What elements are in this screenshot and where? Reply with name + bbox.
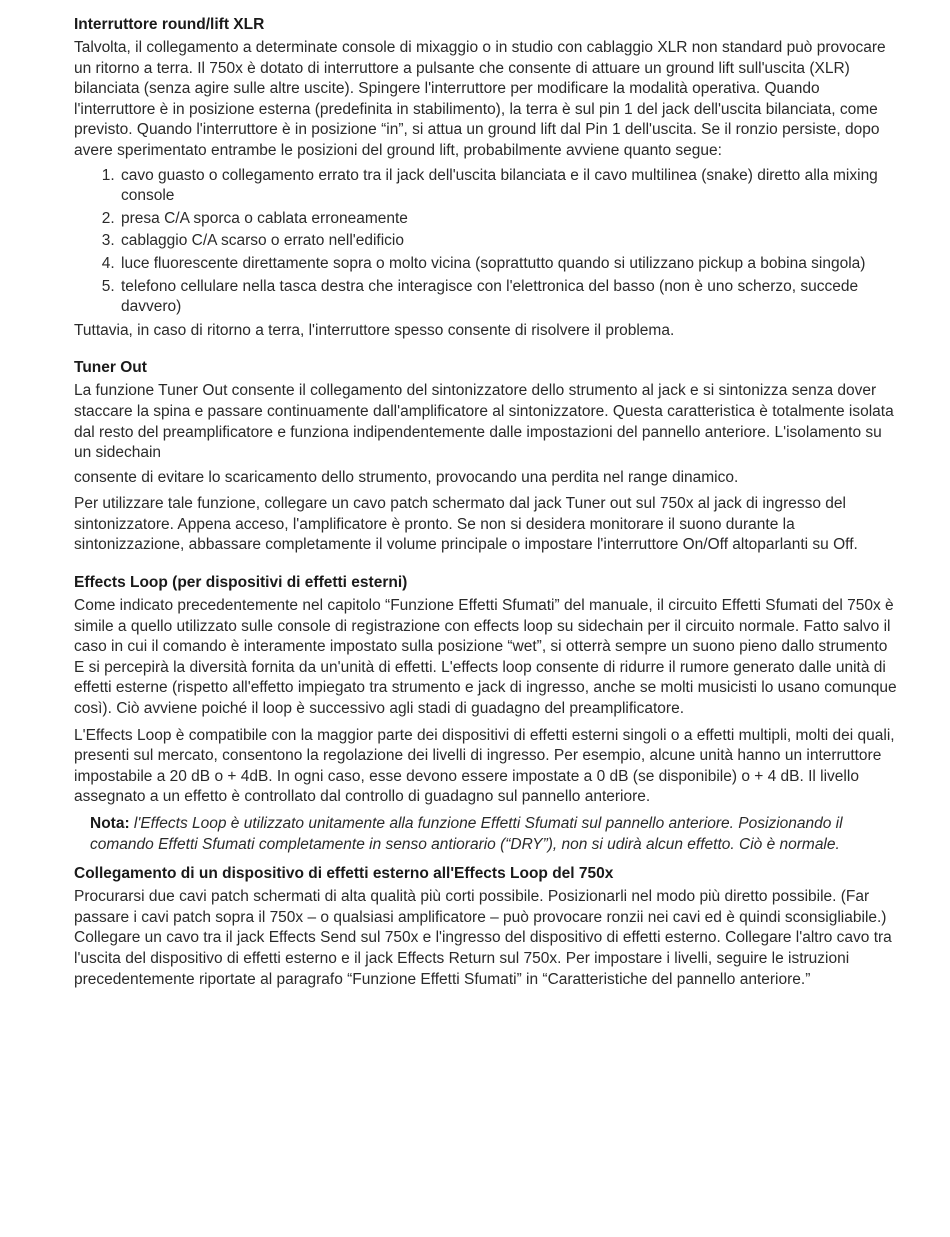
manual-page (74, 14, 900, 996)
section-paragraph: La funzione Tuner Out consente il collegamento del sintonizzatore dello strumento al jack e si sintonizza senza dover staccare la spina e passare continuamente dall'amplificatore al sintonizzatore. Questa caratteristica è totalmente isolata dal resto del preamplificatore e funziona indipendentemente dalle impostazioni del pannello anteriore. L'isolamento su un sidechain (74, 382, 894, 462)
section-xlr-ground-lift (74, 14, 900, 341)
section-heading: Interruttore round/lift XLR (74, 16, 265, 33)
causes-list (74, 166, 900, 318)
list-item: 2. presa C/A sporca o cablata erroneamente (119, 209, 900, 230)
section-paragraph: Procurarsi due cavi patch schermati di alta qualità più corti possibile. Posizionarli nel modo più diretto possibile. (Far passare i cavi patch sopra il 750x – o qualsiasi amplificatore – può provocare ronzii nei cavi ed è quindi sconsigliabile.) Collegare un cavo tra il jack Effects Send sul 750x e l'ingresso del dispositivo di effetti esterno. Collegare l'altro cavo tra l'uscita del dispositivo di effetti esterno e il jack Effects Return sul 750x. Per impostare i livelli, seguire le istruzioni precedentemente riportate al paragrafo “Funzione Effetti Sfumati” in “Caratteristiche del pannello anteriore.” (74, 888, 892, 988)
section-paragraph: L'Effects Loop è compatibile con la maggior parte dei dispositivi di effetti esterni singoli o a effetti multipli, molti dei quali, presenti sul mercato, consentono la regolazione dei livelli di ingresso. Per esempio, alcune unità hanno un interruttore impostabile a 20 dB o + 4dB. In ogni caso, esse devono essere impostate a 0 dB (se disponibile) o + 4 dB. Il livello assegnato a un effetto è controllato dal controllo di guadagno sul pannello anteriore. (74, 726, 895, 806)
section-effects-connection (74, 863, 900, 990)
section-paragraph: Per utilizzare tale funzione, collegare un cavo patch schermato dal jack Tuner out sul 750x al jack di ingresso del sintonizzatore. Appena acceso, l'amplificatore è pronto. Se non si desidera monitorare il suono durante la sintonizzazione, abbassare completamente il volume principale o impostare l'interruttore On/Off altoparlanti su Off. (74, 495, 858, 554)
section-tuner-out (74, 357, 900, 556)
list-item: 4. luce fluorescente direttamente sopra o molto vicina (soprattutto quando si utilizzano pickup a bobina singola) (119, 254, 900, 275)
section-effects-loop (74, 572, 900, 855)
section-paragraph: Come indicato precedentemente nel capitolo “Funzione Effetti Sfumati” del manuale, il circuito Effetti Sfumati del 750x è simile a quello utilizzato sulle console di registrazione con effects loop su sidechain per il circuito normale. Fatto salvo il caso in cui il comando è interamente impostato sulla posizione “wet”, si otterrà sempre un suono pieno dallo strumento E si percepirà la diversità fornita da un'unità di effetti. L'effects loop consente di ridurre il rumore generato dalle unità di effetti esterne (rispetto all'effetto impiegato tra strumento e jack di ingresso, anche se molti musicisti lo usano comunque così). Ciò avviene poiché il loop è successivo agli stadi di guadagno del preamplificatore. (74, 597, 897, 718)
list-item: 5. telefono cellulare nella tasca destra che interagisce con l'elettronica del basso (non è uno scherzo, succede davvero) (119, 277, 900, 318)
section-heading: Collegamento di un dispositivo di effetti esterno all'Effects Loop del 750x (74, 865, 614, 883)
list-item: 3. cablaggio C/A scarso o errato nell'edificio (119, 231, 900, 252)
section-paragraph: Talvolta, il collegamento a determinate console di mixaggio o in studio con cablaggio XLR non standard può provocare un ritorno a terra. Il 750x è dotato di interruttore a pulsante che consente di attuare un ground lift sull'uscita (XLR) bilanciata (senza agire sulle altre uscite). Spingere l'interruttore per modificare la modalità operativa. Quando l'interruttore è in posizione esterna (predefinita in stabilimento), la terra è sul pin 1 del jack dell'uscita bilanciata, come previsto. Quando l'interruttore è in posizione “in”, si attua un ground lift dal Pin 1 dell'uscita. Se il ronzio persiste, dopo avere sperimentato entrambe le posizioni del ground lift, probabilmente avviene quanto segue: (74, 39, 886, 159)
note-box (90, 814, 900, 855)
section-paragraph: Tuttavia, in caso di ritorno a terra, l'interruttore spesso consente di risolvere il problema. (74, 321, 675, 339)
note-text: l'Effects Loop è utilizzato unitamente alla funzione Effetti Sfumati sul pannello anteriore. Posizionando il comando Effetti Sfumati completamente in senso antiorario (“DRY”), non si udirà alcun effetto. Ciò è normale. (90, 815, 843, 853)
list-item: 1. cavo guasto o collegamento errato tra il jack dell'uscita bilanciata e il cavo multilinea (snake) diretto alla mixing console (119, 166, 900, 207)
section-heading: Effects Loop (per dispositivi di effetti esterni) (74, 574, 408, 592)
section-paragraph: consente di evitare lo scaricamento dello strumento, provocando una perdita nel range dinamico. (74, 468, 739, 486)
note-label: Nota: (90, 815, 134, 832)
section-heading: Tuner Out (74, 359, 147, 377)
